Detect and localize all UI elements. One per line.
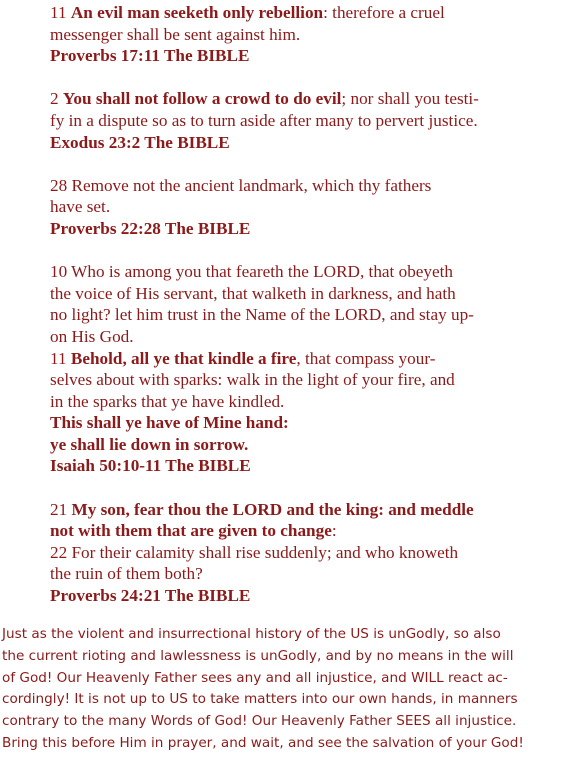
verse-line: [50, 499, 530, 521]
verse-block-4: [50, 261, 530, 477]
commentary-line: Just as the violent and insurrectional history of the US is unGodly, so also: [2, 626, 501, 642]
verse-line: [50, 369, 530, 391]
verse-text: selves about with sparks: walk in the light of your fire, and: [50, 370, 455, 390]
verse-text: 28 Remove not the ancient landmark, which thy fathers: [50, 175, 432, 195]
emphasized-text: ye shall lie down in sorrow.: [50, 434, 249, 454]
commentary-line: Bring this before Him in prayer, and wait, and see the salvation of your God!: [2, 734, 524, 751]
verse-line: [50, 175, 530, 197]
verse-line: [50, 283, 530, 305]
verse-number: 21: [50, 499, 72, 519]
emphasized-line: [50, 434, 530, 456]
verse-number: 2: [50, 89, 63, 109]
commentary-line: cordingly! It is not up to US to take matters into our own hands, in manners: [2, 691, 518, 708]
verse-line: [50, 520, 530, 542]
verse-text: ; nor shall you testi-: [341, 89, 479, 109]
verse-text: , that compass your-: [296, 348, 436, 368]
verse-text: no light? let him trust in the Name of the LORD, and stay up-: [50, 305, 474, 325]
scripture-reference: Isaiah 50:10-11 The BIBLE: [50, 456, 251, 476]
verse-line: [50, 542, 530, 564]
scripture-reference: Proverbs 22:28 The BIBLE: [50, 218, 251, 238]
verse-line: [50, 110, 530, 132]
verse-text: fy in a dispute so as to turn aside after many to pervert justice.: [50, 110, 478, 130]
emphasized-text: not with them that are given to change: [50, 521, 332, 541]
verse-line: [50, 348, 530, 370]
verse-text: in the sparks that ye have kindled.: [50, 391, 285, 411]
verse-line: [50, 261, 530, 283]
verse-line: [50, 391, 530, 413]
verse-line: [50, 88, 530, 110]
verse-block-1: [50, 2, 530, 67]
verse-text: : therefore a cruel: [323, 3, 445, 22]
verse-text: 22 For their calamity shall rise suddenly; and who knoweth: [50, 542, 459, 562]
emphasized-text: My son, fear thou the LORD and the king: and meddle: [71, 499, 474, 519]
commentary-paragraph: [2, 624, 574, 755]
verse-text: have set.: [50, 197, 111, 217]
commentary-line: contrary to the many Words of God! Our Heavenly Father SEES all injustice.: [2, 713, 517, 730]
scripture-reference: Proverbs 17:11 The BIBLE: [50, 46, 250, 66]
emphasized-text: This shall ye have of Mine hand:: [50, 413, 289, 433]
verse-line: [50, 196, 530, 218]
verse-line: [50, 563, 530, 585]
verse-block-5: [50, 499, 530, 607]
verse-line: [50, 304, 530, 326]
emphasized-text: An evil man seeketh only rebellion: [70, 3, 324, 22]
verse-line: [50, 24, 530, 46]
verse-line: [50, 326, 530, 348]
scripture-reference: Exodus 23:2 The BIBLE: [50, 132, 230, 152]
emphasized-text: You shall not follow a crowd to do evil: [62, 89, 342, 109]
commentary-line: of God! Our Heavenly Father sees any and all injustice, and WILL react ac-: [2, 669, 508, 686]
verse-number: 11: [50, 348, 71, 368]
verse-number: 11: [50, 3, 71, 22]
verse-text: messenger shall be sent against him.: [50, 24, 301, 44]
verse-text: on His God.: [50, 326, 134, 346]
verse-text: the voice of His servant, that walketh in darkness, and hath: [50, 283, 456, 303]
verse-text: 10 Who is among you that feareth the LORD, that obeyeth: [50, 262, 454, 282]
commentary-line: the current rioting and lawlessness is unGodly, and by no means in the will: [2, 647, 514, 664]
scripture-reference: Proverbs 24:21 The BIBLE: [50, 586, 251, 606]
verse-block-2: [50, 88, 530, 153]
emphasized-line: [50, 412, 530, 434]
verse-block-3: [50, 175, 530, 240]
verse-text: the ruin of them both?: [50, 564, 203, 584]
verse-text: :: [331, 521, 337, 541]
verse-line: [50, 2, 530, 24]
verse-list: [50, 2, 530, 628]
emphasized-text: Behold, all ye that kindle a fire: [70, 348, 297, 368]
